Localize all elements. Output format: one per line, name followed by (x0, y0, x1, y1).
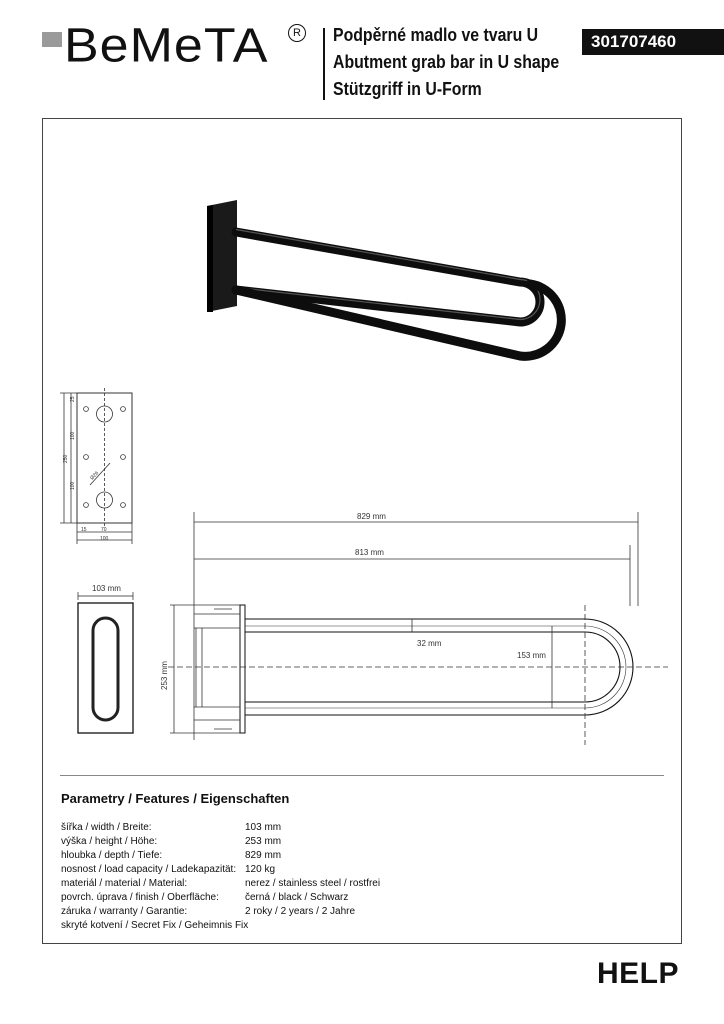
param-label: skryté kotvení / Secret Fix / Geheimnis Fix (61, 920, 249, 931)
title-cz: Podpěrné madlo ve tvaru U (333, 25, 539, 45)
param-label: povrch. úprava / finish / Oberfläche: (61, 892, 219, 903)
plate-drawing (60, 388, 132, 544)
series-name: HELP (597, 957, 680, 990)
param-label: záruka / warranty / Garantie: (61, 906, 188, 917)
parameters-labels (61, 821, 248, 933)
param-value: černá / black / Schwarz (245, 892, 349, 903)
plate-dim-250: 250 (63, 454, 69, 463)
param-label: materiál / material / Material: (61, 878, 188, 889)
param-value: 103 mm (245, 822, 282, 833)
param-value: nerez / stainless steel / rostfrei (245, 878, 381, 889)
parameters-divider (60, 775, 664, 776)
plate-dim-100b: 100 (70, 481, 76, 490)
length-inner-label: 813 mm (355, 548, 384, 557)
parameters-heading: Parametry / Features / Eigenschaften (61, 791, 290, 806)
plate-hole-label: Ø26 (89, 470, 101, 482)
tube-span-label: 153 mm (517, 651, 546, 660)
param-value: 2 roky / 2 years / 2 Jahre (245, 906, 356, 917)
param-label: nosnost / load capacity / Ladekapazität: (61, 864, 237, 875)
title-en: Abutment grab bar in U shape (333, 52, 560, 72)
title-de: Stützgriff in U-Form (333, 79, 482, 99)
param-label: výška / height / Höhe: (61, 836, 158, 847)
plate-dim-100a: 100 (70, 431, 76, 440)
param-value: 120 kg (245, 864, 276, 875)
param-value: 829 mm (245, 850, 282, 861)
product-code: 301707460 (582, 29, 724, 55)
front-height-label: 253 mm (160, 661, 169, 690)
registered-mark: R (288, 24, 306, 42)
front-view (78, 592, 133, 733)
plate-dim-100: 100 (100, 536, 109, 542)
plate-dim-70: 70 (101, 527, 107, 533)
length-outer-label: 829 mm (357, 512, 386, 521)
param-value: 253 mm (245, 836, 282, 847)
side-view (168, 512, 668, 745)
param-label: šířka / width / Breite: (61, 822, 152, 833)
param-label: hloubka / depth / Tiefe: (61, 850, 163, 861)
plate-dim-15: 15 (81, 527, 87, 533)
product-photo (207, 200, 561, 356)
plate-dim-25: 25 (70, 396, 76, 402)
parameters-values (245, 821, 380, 919)
tube-gap-label: 32 mm (417, 639, 442, 648)
brand-logo: BeMeTA (64, 19, 269, 73)
front-width-label: 103 mm (92, 584, 121, 593)
